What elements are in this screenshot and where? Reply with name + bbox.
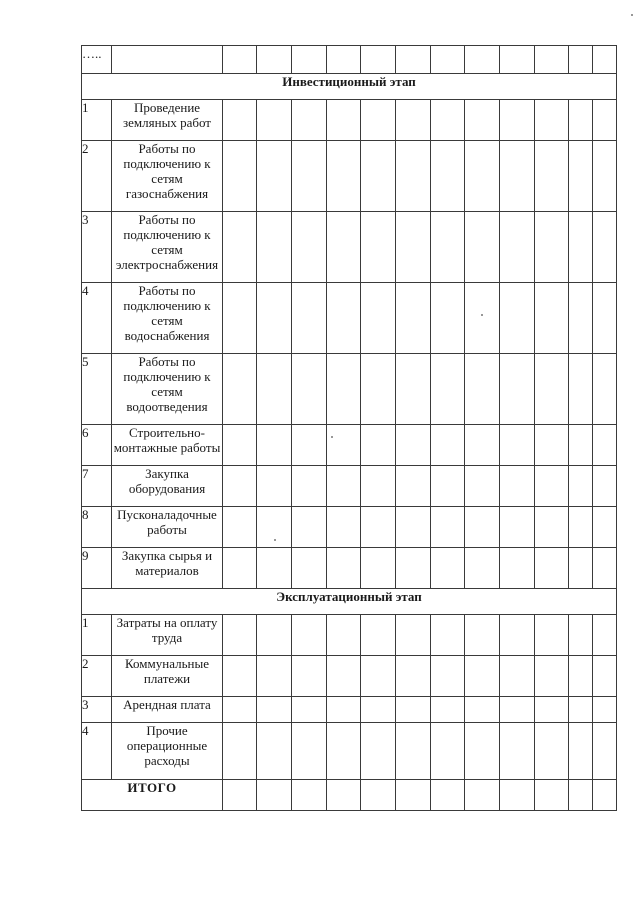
table-cell — [361, 283, 396, 354]
table-cell — [431, 212, 465, 283]
table-cell — [396, 283, 431, 354]
table-cell — [431, 354, 465, 425]
row-name: Прочие операционные расходы — [112, 723, 223, 780]
row-name: Пусконаладочные работы — [112, 507, 223, 548]
table-cell — [465, 507, 500, 548]
table-cell — [465, 283, 500, 354]
table-cell — [465, 141, 500, 212]
table-cell — [465, 723, 500, 780]
table-cell — [535, 283, 569, 354]
table-cell — [535, 548, 569, 589]
table-cell — [593, 723, 617, 780]
row-name: Работы по подключению к сетям водоснабжения — [112, 283, 223, 354]
table-cell — [500, 212, 535, 283]
table-cell — [257, 100, 292, 141]
table-cell — [465, 780, 500, 811]
table-cell — [327, 615, 361, 656]
table-row — [82, 697, 617, 723]
row-number: 3 — [82, 697, 112, 723]
total-label: ИТОГО — [82, 780, 223, 811]
table-cell — [535, 212, 569, 283]
section-header-row — [82, 589, 617, 615]
table-row — [82, 466, 617, 507]
row-name: Закупка сырья и материалов — [112, 548, 223, 589]
table-cell — [257, 141, 292, 212]
row-number: 5 — [82, 354, 112, 425]
table-cell — [327, 466, 361, 507]
table-cell — [327, 697, 361, 723]
row-name: Закупка оборудования — [112, 466, 223, 507]
table-cell — [500, 466, 535, 507]
table-cell — [465, 466, 500, 507]
table-cell — [292, 354, 327, 425]
table-cell — [500, 425, 535, 466]
table-cell — [431, 425, 465, 466]
table-cell — [327, 656, 361, 697]
table-cell — [593, 615, 617, 656]
table-cell — [257, 507, 292, 548]
table-cell — [327, 425, 361, 466]
table-cell — [327, 354, 361, 425]
row-name: Затраты на оплату труда — [112, 615, 223, 656]
row-number: 1 — [82, 615, 112, 656]
scan-speck — [481, 314, 483, 316]
table-cell — [223, 723, 257, 780]
table-cell — [257, 697, 292, 723]
table-cell — [431, 780, 465, 811]
row-number: 2 — [82, 656, 112, 697]
table-cell — [431, 723, 465, 780]
table-cell — [593, 100, 617, 141]
table-cell — [593, 141, 617, 212]
table-cell — [431, 697, 465, 723]
table-cell — [292, 141, 327, 212]
table-cell — [593, 507, 617, 548]
table-cell — [292, 656, 327, 697]
row-name: Работы по подключению к сетям водоотведения — [112, 354, 223, 425]
table-cell — [500, 723, 535, 780]
table-cell — [257, 283, 292, 354]
table-cell — [593, 354, 617, 425]
table-cell — [361, 615, 396, 656]
table-cell — [569, 615, 593, 656]
table-cell — [223, 548, 257, 589]
table-cell — [500, 283, 535, 354]
table-row — [82, 354, 617, 425]
table-row — [82, 507, 617, 548]
table-row — [82, 615, 617, 656]
scan-speck — [274, 539, 276, 541]
table-cell — [292, 425, 327, 466]
total-row — [82, 780, 617, 811]
table-cell — [500, 615, 535, 656]
row-number: 1 — [82, 100, 112, 141]
table-cell — [223, 656, 257, 697]
table-cell — [431, 548, 465, 589]
table-cell — [257, 548, 292, 589]
table-cell — [327, 780, 361, 811]
section-title: Эксплуатационный этап — [82, 589, 617, 615]
table-cell — [327, 548, 361, 589]
table-cell — [569, 780, 593, 811]
table-row — [82, 283, 617, 354]
table-cell — [292, 283, 327, 354]
table-cell — [361, 723, 396, 780]
row-number: 3 — [82, 212, 112, 283]
table-cell — [327, 283, 361, 354]
table-cell — [292, 466, 327, 507]
table-cell — [292, 100, 327, 141]
table-cell — [535, 697, 569, 723]
table-cell — [569, 548, 593, 589]
table-cell — [535, 615, 569, 656]
table-cell — [292, 212, 327, 283]
row-number: 7 — [82, 466, 112, 507]
table-cell — [593, 697, 617, 723]
table-cell — [431, 283, 465, 354]
table-cell — [223, 100, 257, 141]
table-row — [82, 100, 617, 141]
row-name: Проведение земляных работ — [112, 100, 223, 141]
table-cell — [396, 212, 431, 283]
table-cell — [396, 466, 431, 507]
row-number: 4 — [82, 283, 112, 354]
table-cell — [223, 697, 257, 723]
table-cell — [361, 507, 396, 548]
row-name: Арендная плата — [112, 697, 223, 723]
table-cell — [327, 141, 361, 212]
row-number: 6 — [82, 425, 112, 466]
table-cell — [535, 425, 569, 466]
table-cell — [396, 697, 431, 723]
table-cell — [361, 141, 396, 212]
table-row — [82, 141, 617, 212]
table-cell — [500, 100, 535, 141]
table-cell — [465, 615, 500, 656]
row-name: Строительно-монтажные работы — [112, 425, 223, 466]
table-cell — [569, 656, 593, 697]
table-cell — [223, 507, 257, 548]
table-cell — [396, 656, 431, 697]
table-cell — [500, 507, 535, 548]
table-cell — [535, 656, 569, 697]
table-cell — [361, 697, 396, 723]
table-cell — [257, 656, 292, 697]
table-cell — [593, 466, 617, 507]
table-cell — [593, 548, 617, 589]
table-cell — [396, 141, 431, 212]
placeholder-cell: ….. — [82, 46, 112, 74]
table-cell — [223, 141, 257, 212]
table-cell — [361, 548, 396, 589]
row-name: Коммунальные платежи — [112, 656, 223, 697]
table-cell — [500, 697, 535, 723]
scan-speck — [631, 14, 633, 16]
table-cell — [257, 466, 292, 507]
table-cell — [292, 615, 327, 656]
table-row — [82, 548, 617, 589]
table-row — [82, 723, 617, 780]
table-cell — [223, 212, 257, 283]
row-name: Работы по подключению к сетям газоснабжения — [112, 141, 223, 212]
section-title: Инвестиционный этап — [82, 74, 617, 100]
table-cell — [535, 141, 569, 212]
table-cell — [361, 656, 396, 697]
table-cell — [431, 507, 465, 548]
table-cell — [569, 723, 593, 780]
row-name: Работы по подключению к сетям электроснабжения — [112, 212, 223, 283]
table-cell — [292, 723, 327, 780]
table-cell — [257, 780, 292, 811]
table-cell — [223, 780, 257, 811]
row-number: 9 — [82, 548, 112, 589]
table-cell — [535, 723, 569, 780]
row-number: 4 — [82, 723, 112, 780]
scan-speck — [331, 436, 333, 438]
table-cell — [361, 466, 396, 507]
table-cell — [569, 466, 593, 507]
table-cell — [465, 354, 500, 425]
table-cell — [327, 723, 361, 780]
table-cell — [257, 425, 292, 466]
table-cell — [569, 425, 593, 466]
table-cell — [361, 100, 396, 141]
table-cell — [396, 780, 431, 811]
row-number: 8 — [82, 507, 112, 548]
table-cell — [500, 354, 535, 425]
cost-schedule-table — [81, 45, 617, 811]
table-cell — [569, 354, 593, 425]
section-header-row — [82, 74, 617, 100]
table-cell — [465, 656, 500, 697]
table-cell — [535, 354, 569, 425]
table-cell — [431, 141, 465, 212]
table-cell — [396, 425, 431, 466]
table-cell — [500, 656, 535, 697]
table-cell — [569, 212, 593, 283]
table-cell — [223, 283, 257, 354]
table-cell — [292, 507, 327, 548]
table-cell — [569, 141, 593, 212]
table-cell — [257, 723, 292, 780]
table-row — [82, 425, 617, 466]
table-cell — [223, 425, 257, 466]
table-cell — [361, 780, 396, 811]
table-cell — [593, 283, 617, 354]
table-cell — [593, 780, 617, 811]
table-cell — [593, 212, 617, 283]
table-cell — [361, 212, 396, 283]
table-cell — [500, 548, 535, 589]
table-cell — [396, 615, 431, 656]
table-cell — [431, 656, 465, 697]
table-cell — [327, 507, 361, 548]
table-body — [82, 46, 617, 811]
table-cell — [500, 780, 535, 811]
table-cell — [223, 466, 257, 507]
table-cell — [465, 212, 500, 283]
table-cell — [593, 425, 617, 466]
table-cell — [431, 466, 465, 507]
table-cell — [465, 548, 500, 589]
table-cell — [257, 615, 292, 656]
table-cell — [396, 100, 431, 141]
table-cell — [257, 212, 292, 283]
table-cell — [396, 507, 431, 548]
table-cell — [569, 697, 593, 723]
table-cell — [223, 354, 257, 425]
table-cell — [292, 548, 327, 589]
table-cell — [535, 466, 569, 507]
table-cell — [465, 100, 500, 141]
table-cell — [257, 354, 292, 425]
table-cell — [431, 100, 465, 141]
row-number: 2 — [82, 141, 112, 212]
table-cell — [396, 354, 431, 425]
table-cell — [593, 656, 617, 697]
header-row — [82, 46, 617, 74]
table-cell — [292, 780, 327, 811]
table-cell — [431, 615, 465, 656]
table-cell — [327, 100, 361, 141]
table-cell — [535, 100, 569, 141]
table-cell — [292, 697, 327, 723]
table-cell — [465, 697, 500, 723]
table-cell — [569, 100, 593, 141]
empty-cell — [112, 46, 223, 74]
table-cell — [327, 212, 361, 283]
table-cell — [396, 548, 431, 589]
table-cell — [500, 141, 535, 212]
table-row — [82, 656, 617, 697]
table-cell — [465, 425, 500, 466]
table-cell — [223, 615, 257, 656]
table-cell — [535, 507, 569, 548]
table-cell — [569, 507, 593, 548]
table-cell — [569, 283, 593, 354]
table-row — [82, 212, 617, 283]
table-cell — [396, 723, 431, 780]
table-cell — [361, 425, 396, 466]
table-cell — [535, 780, 569, 811]
table-cell — [361, 354, 396, 425]
